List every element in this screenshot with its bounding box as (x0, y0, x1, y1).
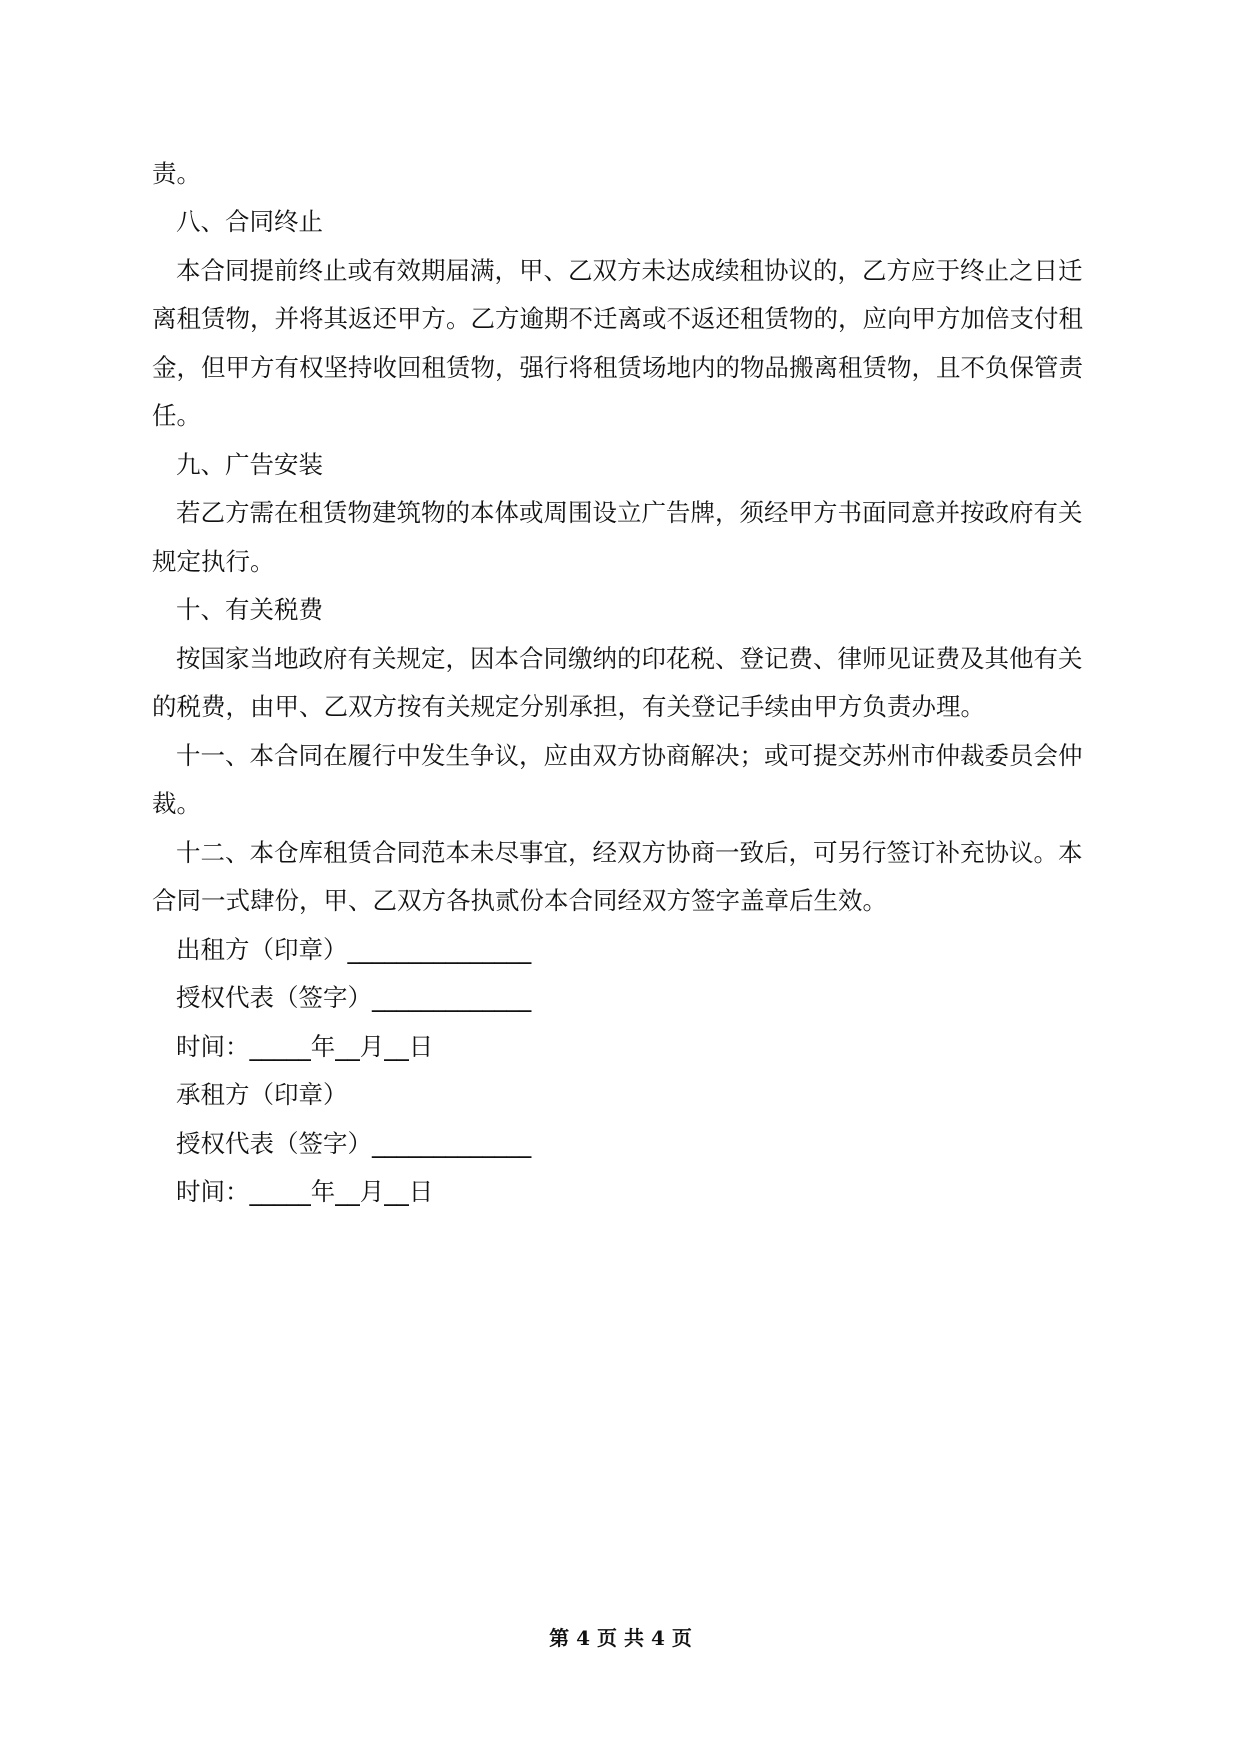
section-heading-termination: 八、合同终止 (176, 207, 323, 236)
text-line: 十二、本仓库租赁合同范本未尽事宜，经双方协商一致后，可另行签订补充协议。本 (176, 838, 1083, 867)
section-heading-taxes: 十、有关税费 (176, 595, 323, 624)
text-line: 按国家当地政府有关规定，因本合同缴纳的印花税、登记费、律师见证费及其他有关 (176, 644, 1083, 673)
text-line: 若乙方需在租赁物建筑物的本体或周围设立广告牌，须经甲方书面同意并按政府有关 (176, 498, 1083, 527)
text-line: 的税费，由甲、乙双方按有关规定分别承担，有关登记手续由甲方负责办理。 (152, 692, 985, 721)
text-line: 合同一式肆份，甲、乙双方各执贰份本合同经双方签字盖章后生效。 (152, 886, 887, 915)
text-line: 责。 (152, 159, 201, 188)
text-line: 十一、本合同在履行中发生争议，应由双方协商解决；或可提交苏州市仲裁委员会仲 (176, 741, 1083, 770)
text-line: 金，但甲方有权坚持收回租赁物，强行将租赁场地内的物品搬离租赁物，且不负保管责 (152, 353, 1083, 382)
section-heading-advertising: 九、广告安装 (176, 450, 323, 479)
lessor-representative-line: 授权代表（签字）_____________ (176, 983, 532, 1012)
text-line: 本合同提前终止或有效期届满，甲、乙双方未达成续租协议的，乙方应于终止之日迁 (176, 256, 1083, 285)
text-line: 任。 (152, 401, 201, 430)
lessee-representative-line: 授权代表（签字）_____________ (176, 1129, 532, 1158)
page-number-footer: 第 4 页 共 4 页 (549, 1626, 692, 1650)
lessee-seal-line: 承租方（印章） (176, 1080, 348, 1109)
text-line: 规定执行。 (152, 547, 275, 576)
text-line: 裁。 (152, 789, 201, 818)
lessee-date-line: 时间：_____年__月__日 (176, 1177, 434, 1206)
lessor-seal-line: 出租方（印章）_______________ (176, 935, 532, 964)
text-line: 离租赁物，并将其返还甲方。乙方逾期不迁离或不返还租赁物的，应向甲方加倍支付租 (152, 304, 1083, 333)
lessor-date-line: 时间：_____年__月__日 (176, 1032, 434, 1061)
